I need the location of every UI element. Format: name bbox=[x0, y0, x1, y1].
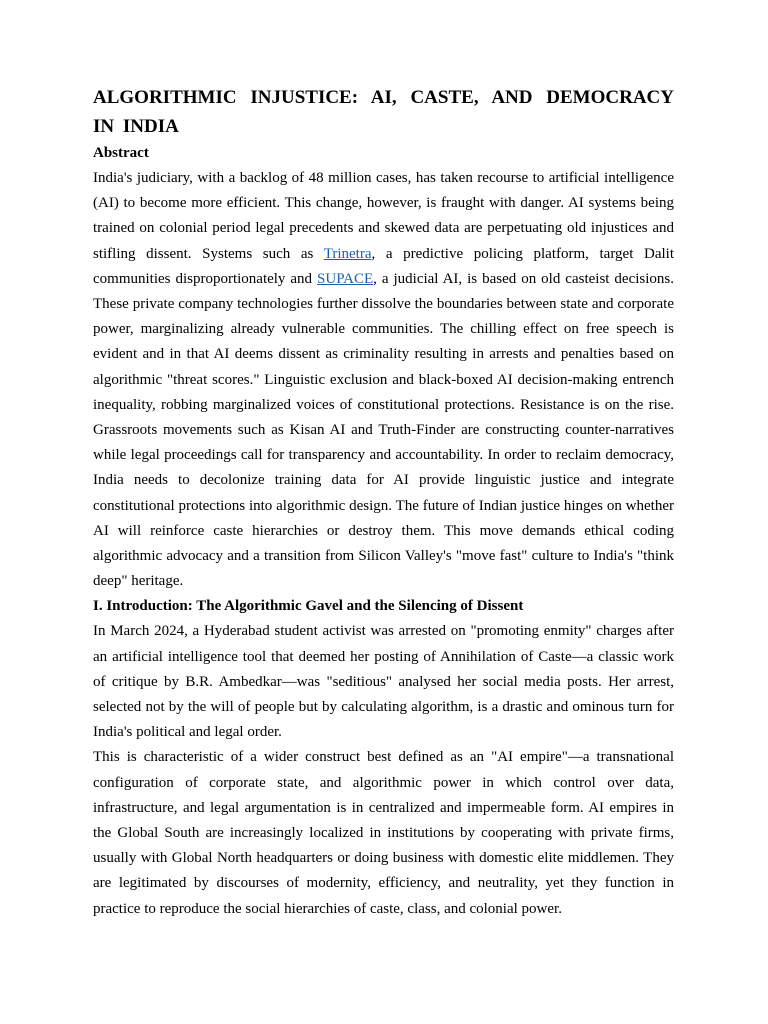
abstract-text-part3: , a judicial AI, is based on old casteist decisions. These private company technologies further dissolve the boundaries between state and corporate power, marginalizing already vulnerable communities. The chilling effect on free speech is evident and in that AI deems dissent as criminality resulting in arrests and penalties based on algorithmic "threat scores." Linguistic exclusion and black-boxed AI decision-making entrench inequality, robbing marginalized voices of constitutional protections. Resistance is on the rise. Grassroots movements such as Kisan AI and Truth-Finder are constructing counter-narratives while legal proceedings call for transparency and accountability. In order to reclaim democracy, India needs to decolonize training data for AI provide linguistic justice and integrate constitutional protections into algorithmic design. The future of Indian justice hinges on whether AI will reinforce caste hierarchies or destroy them. This move demands ethical coding algorithmic advocacy and a transition from Silicon Valley's "move fast" culture to India's "think deep" heritage. bbox=[93, 270, 674, 590]
abstract-text-part1: India's judiciary, with a backlog of 48 million cases, has taken recourse to artificial intelligence (AI) to become more efficient. This change, however, is fraught with danger. AI systems being trained on colonial period legal precedents and skewed data are perpetuating old injustices and stifling dissent. Systems such as bbox=[93, 170, 674, 262]
document-title: ALGORITHMIC INJUSTICE: AI, CASTE, AND DEMOCRACY IN INDIA bbox=[93, 87, 674, 137]
intro-paragraph-1: In March 2024, a Hyderabad student activist was arrested on "promoting enmity" charges after an artificial intelligence tool that deemed her posting of Annihilation of Caste—a classic work of critique by B.R. Ambedkar—was "seditious" analysed her social media posts. Her arrest, selected not by the will of people but by calculating algorithm, is a drastic and ominous turn for India's political and legal order. bbox=[93, 623, 674, 741]
trinetra-link[interactable]: Trinetra bbox=[323, 245, 372, 262]
abstract-text-part2: , a predictive policing platform, target Dalit communities disproportionately and bbox=[93, 245, 674, 287]
section-heading-introduction: I. Introduction: The Algorithmic Gavel and the Silencing of Dissent bbox=[93, 598, 524, 615]
intro-paragraph-2: This is characteristic of a wider construct best defined as an "AI empire"—a transnational configuration of corporate state, and algorithmic power in which control over data, infrastructure, and legal argumentation is in centralized and impermeable form. AI empires in the Global South are increasingly localized in institutions by cooperating with private firms, usually with Global North headquarters or doing business with domestic elite middlemen. They are legitimated by discourses of modernity, efficiency, and neutrality, yet they function in practice to reproduce the social hierarchies of caste, class, and colonial power. bbox=[93, 749, 674, 917]
supace-link[interactable]: SUPACE bbox=[317, 270, 374, 287]
abstract-heading: Abstract bbox=[93, 145, 149, 161]
abstract-paragraph bbox=[93, 166, 674, 594]
